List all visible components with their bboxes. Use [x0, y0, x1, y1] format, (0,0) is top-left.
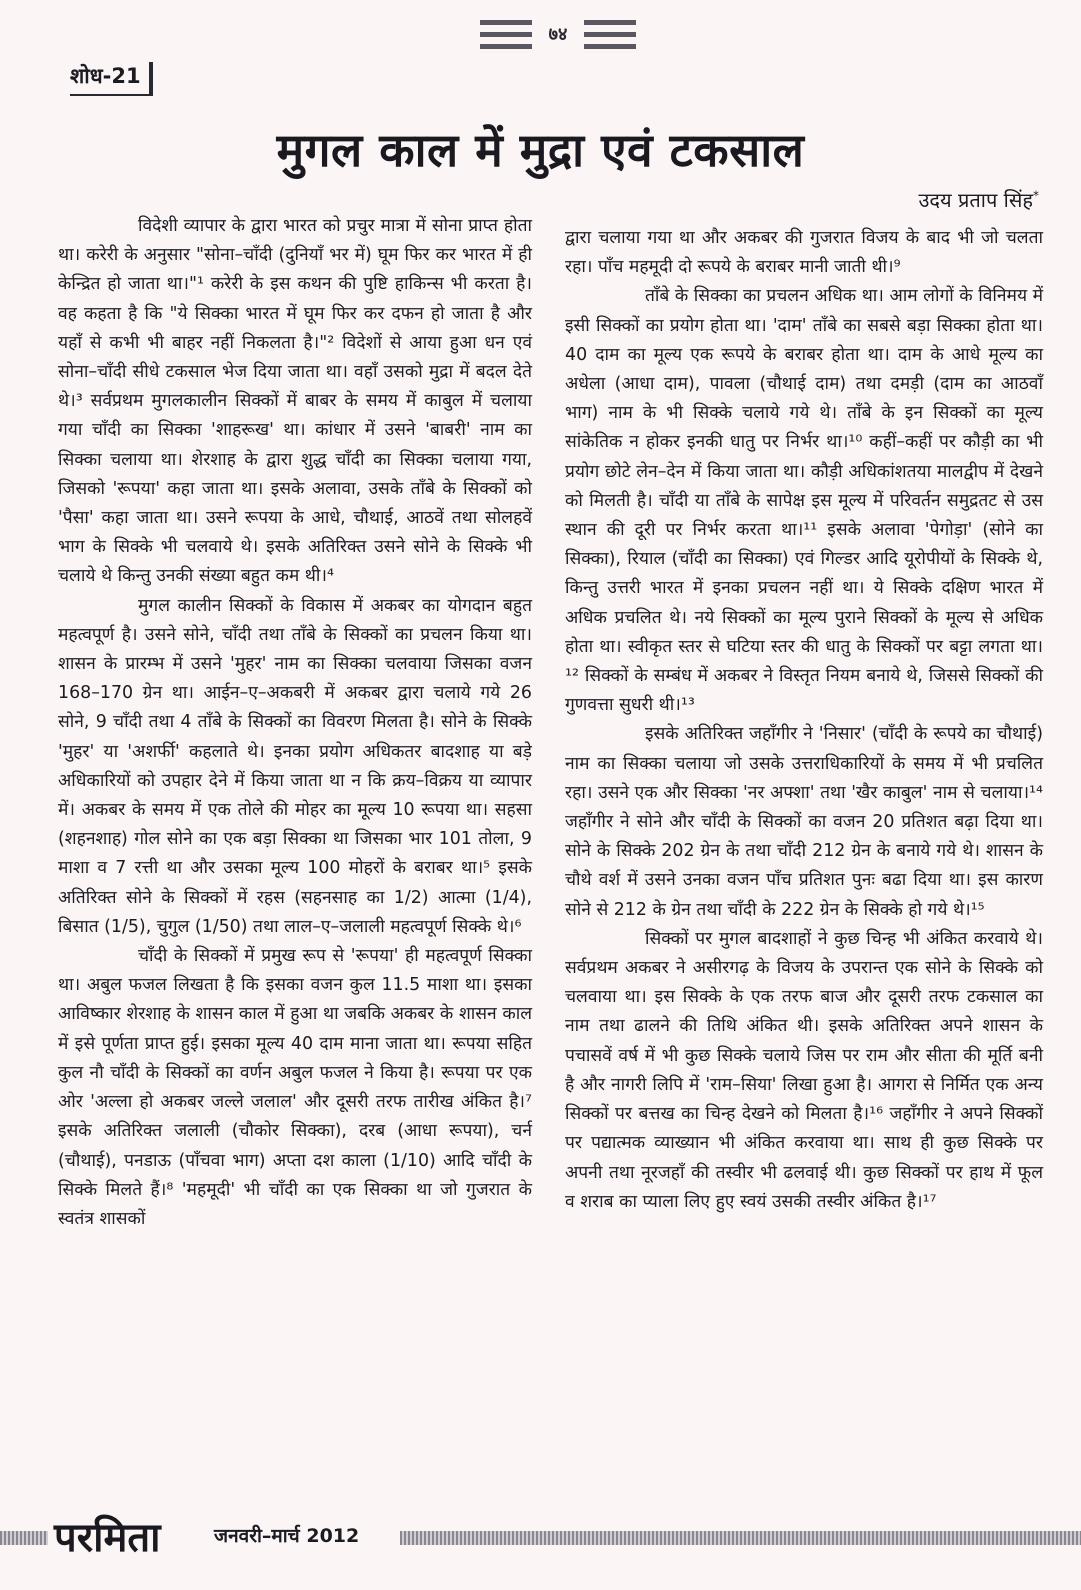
- author-byline: [918, 186, 1039, 213]
- paragraph: इसके अतिरिक्त जहाँगीर ने 'निसार' (चाँदी के रूपये का चौथाई) नाम का सिक्का चलाया जो उसके उत्तराधिकारियों के समय में भी प्रचलित रहा। उसने एक और सिक्का 'नर अफ्शा' तथा 'खैर काबुल' नाम से चलाया।¹⁴ जहाँगीर ने सोने और चाँदी के सिक्कों का वजन 20 प्रतिशत बढ़ा दिया था। सोने के सिक्के 202 ग्रेन के तथा चाँदी 212 ग्रेन के बनाये गये थे। शासन के चौथे वर्श में उसने उनका वजन पाँच प्रतिशत पुनः बढा दिया था। इस कारण सोने से 212 के ग्रेन तथा चाँदी के 222 ग्रेन के सिक्के हो गये थे।¹⁵: [565, 724, 1043, 920]
- paragraph: चाँदी के सिक्कों में प्रमुख रूप से 'रूपया' ही महत्वपूर्ण सिक्का था। अबुल फजल लिखता है कि इसका वजन कुल 11.5 माशा था। इसका आविष्कार शेरशाह के शासन काल में हुआ था जबकि अकबर के शासन काल में इसे पूर्णता प्राप्त हुई। इसका मूल्य 40 दाम माना जाता था। रूपया सहित कुल नौ चाँदी के सिक्कों का वर्णन अबुल फजल ने किया है। रूपया पर एक ओर 'अल्ला हो अकबर जल्ले जलाल' और दूसरी तरफ तारीख अंकित है।⁷ इसके अतिरिक्त जलाली (चौकोर सिक्का), दरब (आधा रूपया), चर्न (चौथाई), पनडाऊ (पाँचवा भाग) अप्ता दश काला (1/10) आदि चाँदी के सिक्के मिलते हैं।⁸ 'महमूदी' भी चाँदी का एक सिक्का था जो गुजरात के स्वतंत्र शासकों: [58, 946, 532, 1229]
- page-number: ७४: [548, 24, 568, 45]
- author-footnote-mark: *: [1033, 188, 1039, 203]
- ornament-right: [584, 20, 636, 56]
- page-number-ornament: [474, 12, 644, 62]
- journal-logo: परमिता: [54, 1515, 161, 1561]
- page-footer: [0, 1508, 1081, 1568]
- paragraph: विदेशी व्यापार के द्वारा भारत को प्रचुर मात्रा में सोना प्राप्त होता था। करेरी के अनुसार "सोना–चाँदी (दुनियाँ भर में) घूम फिर कर भारत में ही केन्द्रित हो जाता था।"¹ करेरी के इस कथन की पुष्टि हाकिन्स भी करता है। वह कहता है कि "ये सिक्का भारत में घूम फिर कर दफन हो जाता है और यहाँ से कभी भी बाहर नहीं निकलता है।"² विदेशों से आया हुआ धन एवं सोना–चाँदी सीधे टकसाल भेज दिया जाता था। वहाँ उसको मुद्रा में बदल देते थे।³ सर्वप्रथम मुगलकालीन सिक्कों में बाबर के समय में काबुल में चलाया गया चाँदी का सिक्का 'शाहरूख' था। कांधार में उसने 'बाबरी' नाम का सिक्का चलाया था। शेरशाह के द्वारा शुद्ध चाँदी का सिक्का चलाया गया, जिसको 'रूपया' कहा जाता था। इसके अलावा, उसके ताँबे के सिक्कों को 'पैसा' कहा जाता था। उसने रूपया के आधे, चौथाई, आठवें तथा सोलहवें भाग के सिक्के भी चलवाये थे। इसके अतिरिक्त उसने सोने के सिक्के भी चलाये थे किन्तु उनकी संख्या बहुत कम थी।⁴: [58, 216, 532, 587]
- issue-date: जनवरी–मार्च 2012: [214, 1525, 360, 1547]
- footer-rule-right: [400, 1531, 1081, 1545]
- footer-rule-left: [0, 1531, 48, 1545]
- author-name: उदय प्रताप सिंह: [918, 188, 1033, 212]
- series-label: शोध-21: [70, 62, 153, 96]
- paragraph: द्वारा चलाया गया था और अकबर की गुजरात विजय के बाद भी जो चलता रहा। पाँच महमूदी दो रूपये के बराबर मानी जाती थी।⁹: [565, 228, 1043, 278]
- ornament-left: [480, 20, 532, 56]
- paragraph: मुगल कालीन सिक्कों के विकास में अकबर का योगदान बहुत महत्वपूर्ण है। उसने सोने, चाँदी तथा ताँबे के सिक्कों का प्रचलन किया था। शासन के प्रारम्भ में उसने 'मुहर' नाम का सिक्का चलवाया जिसका वजन 168–170 ग्रेन था। आईन–ए–अकबरी में अकबर द्वारा चलाये गये 26 सोने, 9 चाँदी तथा 4 ताँबे के सिक्कों का विवरण मिलता है। सोने के सिक्के 'मुहर' या 'अशर्फी' कहलाते थे। इनका प्रयोग अधिकतर बादशाह या बड़े अधिकारियों को उपहार देने में किया जाता था न कि क्रय–विक्रय या व्यापार में। अकबर के समय में एक तोले की मोहर का मूल्य 10 रूपया था। सहसा (शहनशाह) गोल सोने का एक बड़ा सिक्का था जिसका भार 101 तोला, 9 माशा व 7 रत्ती था और उसका मूल्य 100 मोहरों के बराबर था।⁵ इसके अतिरिक्त सोने के सिक्कों में रहस (सहनसाह का 1/2) आत्मा (1/4), बिसात (1/5), चुगुल (1/50) तथा लाल–ए–जलाली महत्वपूर्ण सिक्के थे।⁶: [58, 595, 532, 937]
- article-title: मुगल काल में मुद्रा एवं टकसाल: [276, 123, 805, 177]
- paragraph: सिक्कों पर मुगल बादशाहों ने कुछ चिन्ह भी अंकित करवाये थे। सर्वप्रथम अकबर ने असीरगढ़ के विजय के उपरान्त एक सोने के सिक्के को चलवाया था। इस सिक्के के एक तरफ बाज और दूसरी तरफ टकसाल का नाम तथा ढालने की तिथि अंकित थी। इसके अतिरिक्त अपने शासन के पचासवें वर्ष में भी कुछ सिक्के चलाये जिस पर राम और सीता की मूर्ति बनी है और नागरी लिपि में 'राम–सिया' लिखा हुआ है। आगरा से निर्मित एक अन्य सिक्कों पर बत्तख का चिन्ह देखने को मिलता है।¹⁶ जहाँगीर ने अपने सिक्कों पर पद्यात्मक व्याख्यान भी अंकित करवाया था। साथ ही कुछ सिक्के पर अपनी तथा नूरजहाँ की तस्वीर भी ढलवाई थी। कुछ सिक्कों पर हाथ में फूल व शराब का प्याला लिए हुए स्वयं उसकी तस्वीर अंकित है।¹⁷: [565, 928, 1043, 1212]
- paragraph: ताँबे के सिक्का का प्रचलन अधिक था। आम लोगों के विनिमय में इसी सिक्कों का प्रयोग होता था। 'दाम' ताँबे का सबसे बड़ा सिक्का होता था। 40 दाम का मूल्य एक रूपये के बराबर होता था। दाम के आधे मूल्य का अधेला (आधा दाम), पावला (चौथाई दाम) तथा दमड़ी (दाम का आठवाँ भाग) नाम के भी सिक्के चलाये गये थे। ताँबे के इन सिक्कों का मूल्य सांकेतिक न होकर इनकी धातु पर निर्भर था।¹⁰ कहीं–कहीं पर कौड़ी का भी प्रयोग छोटे लेन–देन में किया जाता था। कौड़ी अधिकांशतया मालद्वीप में देखने को मिलती है। चाँदी या ताँबे के सापेक्ष इस मूल्य में परिवर्तन समुद्रतट से उस स्थान की दूरी पर निर्भर करता था।¹¹ इसके अलावा 'पेगोड़ा' (सोने का सिक्का), रियाल (चाँदी का सिक्का) एवं गिल्डर आदि यूरोपीयों के सिक्के थे, किन्तु उत्तरी भारत में इनका प्रचलन नहीं था। ये सिक्के दक्षिण भारत में अधिक प्रचलित थे। नये सिक्कों का मूल्य पुराने सिक्कों के मूल्य से अधिक होता था। स्वीकृत स्तर से घटिया स्तर की धातु के सिक्कों पर बट्टा लगता था।¹² सिक्कों के सम्बंध में अकबर ने विस्तृत नियम बनाये थे, जिससे सिक्कों की गुणवत्ता सुधरी थी।¹³: [565, 286, 1044, 716]
- right-column: [565, 224, 1043, 1217]
- left-column: [58, 212, 532, 1234]
